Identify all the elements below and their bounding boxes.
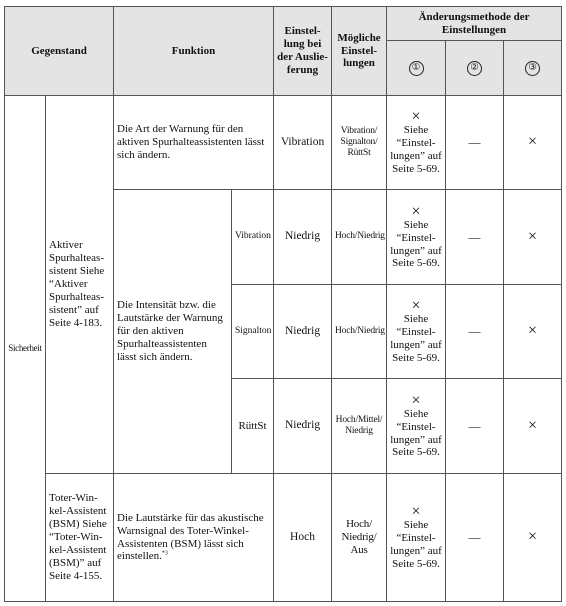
footnote-marker: *3 (161, 550, 168, 557)
function-cell: Die Intensität bzw. die Lautstärke der Warnung für den aktiven Spurhalteassistenten lässt sich ändern. (114, 190, 232, 474)
dash-mark: — (468, 135, 481, 150)
default-setting: Vibration (274, 96, 332, 190)
method-1-cell (387, 379, 446, 474)
settings-reference: Siehe “Einstel-lungen” auf Seite 5-69. (390, 407, 442, 459)
header-method-2 (446, 41, 504, 96)
x-mark-icon: × (528, 416, 538, 434)
method-3-label: ③ (525, 61, 540, 76)
settings-table-page (4, 6, 561, 603)
x-mark-icon: × (528, 322, 538, 340)
method-3-cell (504, 285, 562, 379)
settings-reference: Siehe “Einstel-lungen” auf Seite 5-69. (390, 313, 442, 364)
method-2-label: ② (467, 61, 482, 76)
method-1-cell (387, 285, 446, 379)
settings-table (4, 6, 562, 602)
method-3-cell (504, 474, 562, 602)
header-row-1 (5, 7, 562, 41)
function-cell: Die Art der Warnung für den aktiven Spurhalteassistenten lässt sich ändern. (114, 96, 274, 190)
method-3-cell (504, 379, 562, 474)
category-cell: Sicherheit (5, 96, 46, 602)
method-1-cell (387, 190, 446, 285)
dash-mark: — (468, 418, 481, 433)
method-1-label: ① (409, 61, 424, 76)
header-item: Gegenstand (5, 7, 114, 96)
x-mark-icon: × (528, 133, 538, 151)
default-setting: Niedrig (274, 190, 332, 285)
method-1-cell (387, 96, 446, 190)
header-method-3 (504, 41, 562, 96)
default-setting: Niedrig (274, 379, 332, 474)
mode-cell: Signalton (232, 285, 274, 379)
method-2-cell (446, 285, 504, 379)
x-mark-icon: × (411, 202, 421, 220)
method-2-cell (446, 379, 504, 474)
method-3-cell (504, 190, 562, 285)
x-mark-icon: × (411, 503, 421, 521)
dash-mark: — (468, 324, 481, 339)
mode-cell: RüttSt (232, 379, 274, 474)
function-text: Die Lautstärke für das akustische Warnsignal des Toter-Winkel-Assistenten (BSM) lässt sich einstellen. (117, 511, 264, 563)
method-2-cell (446, 474, 504, 602)
default-setting: Niedrig (274, 285, 332, 379)
settings-reference: Siehe “Einstel-lungen” auf Seite 5-69. (390, 124, 442, 175)
settings-reference: Siehe “Einstel-lungen” auf Seite 5-69. (390, 218, 442, 270)
dash-mark: — (468, 530, 481, 545)
x-mark-icon: × (411, 391, 421, 409)
x-mark-icon: × (528, 528, 538, 546)
possible-settings: Hoch/Mittel/ Niedrig (332, 379, 387, 474)
method-2-cell (446, 190, 504, 285)
header-method-1 (387, 41, 446, 96)
possible-settings: Hoch/ Niedrig/ Aus (332, 474, 387, 602)
table-row (5, 96, 562, 190)
table-row (5, 474, 562, 602)
method-1-cell (387, 474, 446, 602)
possible-settings: Hoch/Niedrig (332, 285, 387, 379)
feature-bsm: Toter-Win-kel-Assistent (BSM) Siehe “Toter-Win-kel-Assistent (BSM)” auf Seite 4-155. (46, 474, 114, 602)
default-setting: Hoch (274, 474, 332, 602)
mode-cell: Vibration (232, 190, 274, 285)
x-mark-icon: × (411, 297, 421, 315)
dash-mark: — (468, 229, 481, 244)
function-cell (114, 474, 274, 602)
header-function: Funktion (114, 7, 274, 96)
x-mark-icon: × (411, 108, 421, 126)
method-2-cell (446, 96, 504, 190)
settings-reference: Siehe “Einstel-lungen” auf Seite 5-69. (390, 519, 442, 570)
header-factory-setting: Einstel-lung bei der Auslie-ferung (274, 7, 332, 96)
method-3-cell (504, 96, 562, 190)
possible-settings: Hoch/Niedrig (332, 190, 387, 285)
possible-settings: Vibration/ Signalton/ RüttSt (332, 96, 387, 190)
header-possible-settings: Mögliche Einstel-lungen (332, 7, 387, 96)
feature-lane-assist: Aktiver Spurhalteas-sistent Siehe “Aktiver Spurhalteas-sistent” auf Seite 4-183. (46, 96, 114, 474)
x-mark-icon: × (528, 227, 538, 245)
header-change-methods: Änderungsmethode der Einstellungen (387, 7, 562, 41)
